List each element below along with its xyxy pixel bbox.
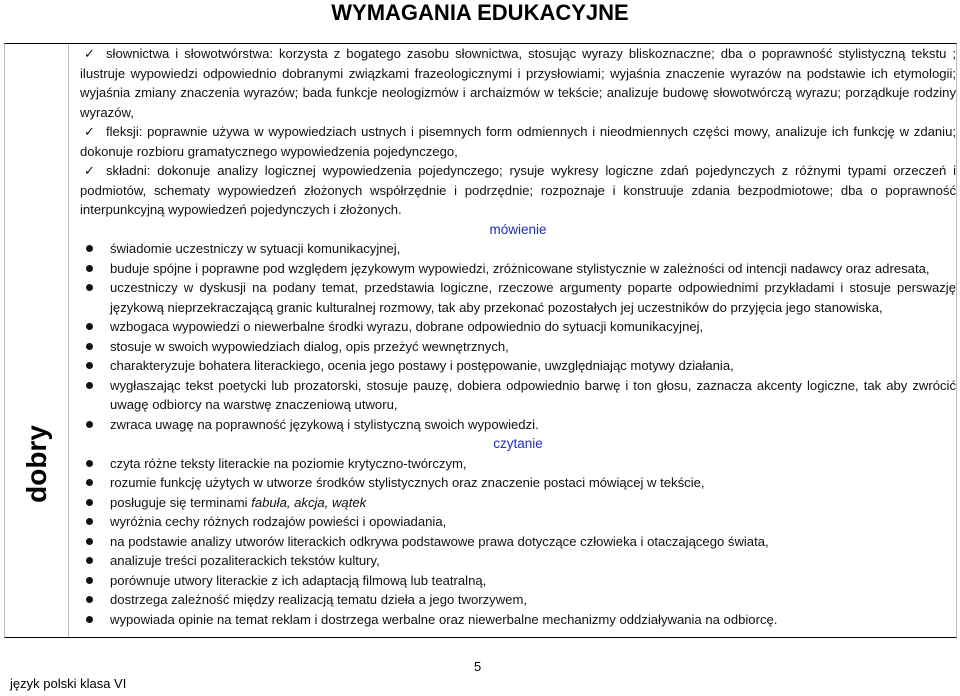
bullet-icon bbox=[86, 382, 93, 389]
bullet-icon bbox=[86, 499, 93, 506]
section-heading-reading: czytanie bbox=[493, 436, 543, 451]
list-item: zwraca uwagę na poprawność językową i stylistyczną swoich wypowiedzi. bbox=[80, 415, 956, 435]
section-heading-speaking: mówienie bbox=[489, 221, 547, 237]
checkmark-icon: ✓ bbox=[84, 46, 95, 61]
list-item: świadomie uczestniczy w sytuacji komunikacyjnej, bbox=[80, 239, 956, 259]
list-item: analizuje treści pozaliterackich tekstów kultury, bbox=[80, 551, 956, 571]
list-item: czyta różne teksty literackie na poziomie krytyczno-twórczym, bbox=[80, 454, 956, 474]
bullet-icon bbox=[86, 596, 93, 603]
checkmark-icon: ✓ bbox=[84, 124, 95, 139]
checkmark-icon: ✓ bbox=[84, 163, 95, 178]
bullet-icon bbox=[86, 362, 93, 369]
bullet-icon bbox=[86, 518, 93, 525]
bullet-icon bbox=[86, 323, 93, 330]
list-item: rozumie funkcję użytych w utworze środków stylistycznych oraz znaczenie postaci mówiącej w tekście, bbox=[80, 473, 956, 493]
bullet-icon bbox=[86, 616, 93, 623]
grade-column bbox=[5, 44, 69, 637]
list-item: uczestniczy w dyskusji na podany temat, przedstawia logiczne, rzeczowe argumenty poparte odpowiednimi przykładami i stosuje perswazję językową nieprzekraczającą granic kulturalnej rozmowy, tak aby przekonać pozostałych jej uczestników do przyjęcia jego stanowiska, bbox=[80, 278, 956, 317]
requirements-content bbox=[80, 44, 956, 629]
reading-list bbox=[80, 454, 956, 630]
bullet-icon bbox=[86, 343, 93, 350]
bullet-icon bbox=[86, 245, 93, 252]
list-item: posługuje się terminami fabuła, akcja, wątek bbox=[80, 493, 956, 513]
list-item: charakteryzuje bohatera literackiego, ocenia jego postawy i postępowanie, uwzględniając motywy działania, bbox=[80, 356, 956, 376]
list-item: dostrzega zależność między realizacją tematu dzieła a jego tworzywem, bbox=[80, 590, 956, 610]
requirement-check-item: ✓ składni: dokonuje analizy logicznej wypowiedzenia pojedynczego; rysuje wykresy logiczne zdań pojedynczych z różnymi typami orzeczeń i podmiotów, schematy wypowiedzeń złożonych współrzędnie i podrzędnie; rozpoznaje i konstruuje zdania bezpodmiotowe; dba o poprawność interpunkcyjną wypowiedzeń pojedynczych i złożonych. bbox=[80, 163, 956, 217]
requirement-check-item: ✓ fleksji: poprawnie używa w wypowiedziach ustnych i pisemnych form odmiennych i nieodmiennych części mowy, analizuje ich funkcję w zdaniu; dokonuje rozbioru gramatycznego wypowiedzenia pojedynczego, bbox=[80, 124, 956, 159]
speaking-list bbox=[80, 239, 956, 434]
grade-label: dobry bbox=[21, 425, 52, 503]
bullet-icon bbox=[86, 538, 93, 545]
page-title: WYMAGANIA EDUKACYJNE bbox=[331, 0, 629, 25]
list-item: wygłaszając tekst poetycki lub prozatorski, stosuje pauzę, dobiera odpowiednio barwę i ton głosu, zaznacza akcenty logiczne, tak aby zwrócić uwagę odbiorcy na warstwę znaczeniową utworu, bbox=[80, 376, 956, 415]
list-item: wyróżnia cechy różnych rodzajów powieści i opowiadania, bbox=[80, 512, 956, 532]
footer-subject: język polski klasa VI bbox=[10, 676, 127, 691]
list-item: buduje spójne i poprawne pod względem językowym wypowiedzi, zróżnicowane stylistycznie w zależności od intencji nadawcy oraz adresata, bbox=[80, 259, 956, 279]
bullet-icon bbox=[86, 284, 93, 291]
bullet-icon bbox=[86, 421, 93, 428]
page-number: 5 bbox=[474, 659, 482, 674]
list-item: wzbogaca wypowiedzi o niewerbalne środki wyrazu, dobrane odpowiednio do sytuacji komunikacyjnej, bbox=[80, 317, 956, 337]
list-item: wypowiada opinie na temat reklam i dostrzega werbalne oraz niewerbalne mechanizmy oddziaływania na odbiorcę. bbox=[80, 610, 956, 630]
list-item: porównuje utwory literackie z ich adaptacją filmową lub teatralną, bbox=[80, 571, 956, 591]
bullet-icon bbox=[86, 557, 93, 564]
bullet-icon bbox=[86, 460, 93, 467]
requirement-check-item: ✓ słownictwa i słowotwórstwa: korzysta z bogatego zasobu słownictwa, stosując wyrazy bliskoznaczne; dba o poprawność stylistyczną tekstu ; ilustruje wypowiedzi odpowiednio dobranymi związkami frazeologicznymi i przysłowiami; wyjaśnia znaczenie wyrazów na podstawie ich etymologii; wyjaśnia zmiany znaczenia wyrazów; bada funkcje neologizmów i archaizmów w tekście; analizuje budowę słowotwórczą wyrazu; porządkuje rodziny wyrazów, bbox=[80, 46, 956, 120]
requirements-table bbox=[4, 43, 957, 638]
list-item: na podstawie analizy utworów literackich odkrywa podstawowe prawa dotyczące człowieka i otaczającego świata, bbox=[80, 532, 956, 552]
list-item: stosuje w swoich wypowiedziach dialog, opis przeżyć wewnętrznych, bbox=[80, 337, 956, 357]
bullet-icon bbox=[86, 265, 93, 272]
bullet-icon bbox=[86, 479, 93, 486]
bullet-icon bbox=[86, 577, 93, 584]
